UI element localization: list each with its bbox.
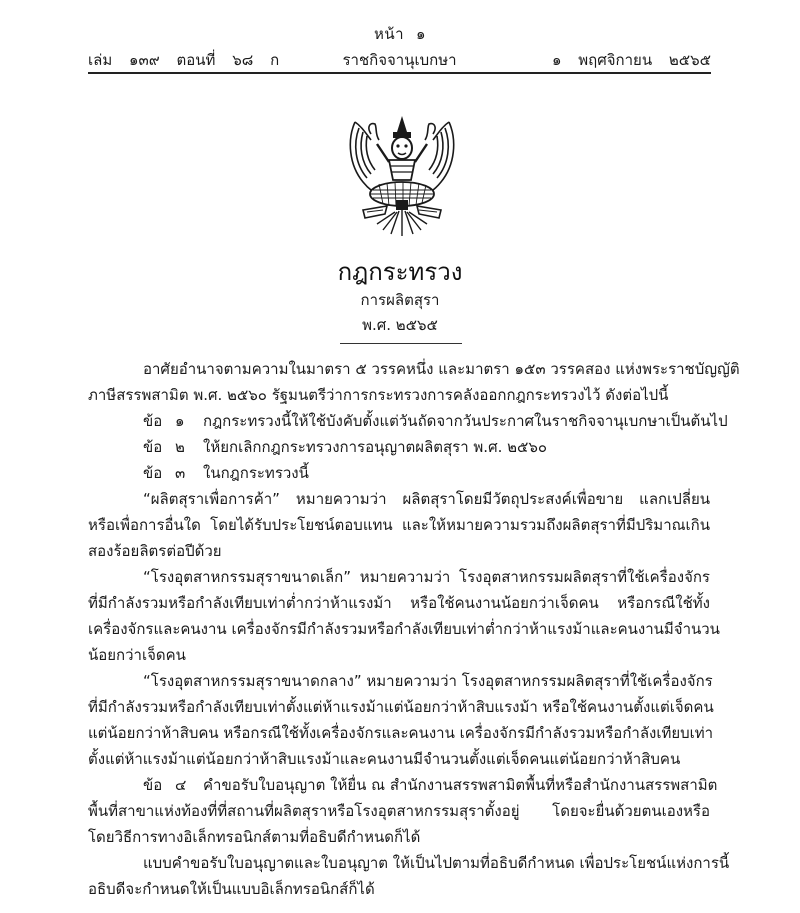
document-year: พ.ศ. ๒๕๖๕ xyxy=(362,316,438,334)
clause-number: ๒ xyxy=(175,438,185,456)
garuda-emblem-icon xyxy=(343,110,461,240)
publication-date xyxy=(540,48,711,72)
document-title: กฎกระทรวง xyxy=(337,258,463,286)
regulation-body xyxy=(88,356,740,902)
definition-commercial-line-1: “ผลิตสุราเพื่อการค้า” หมายความว่า ผลิตสุราโดยมีวัตถุประสงค์เพื่อขาย แลกเปลี่ยน xyxy=(143,490,710,508)
document-subject: การผลิตสุรา xyxy=(360,291,440,309)
section-number: ๖๘ xyxy=(232,51,254,69)
clause-text: คำขอรับใบอนุญาต ให้ยื่น ณ สำนักงานสรรพสามิตพื้นที่หรือสำนักงานสรรพสามิต xyxy=(203,776,718,794)
date-day: ๑ xyxy=(551,51,562,69)
form-paragraph-line-1: แบบคำขอรับใบอนุญาตและใบอนุญาต ให้เป็นไปตามที่อธิบดีกำหนด เพื่อประโยชน์แห่งการนี้ xyxy=(143,854,730,872)
clause-text: ให้ยกเลิกกฎกระทรวงการอนุญาตผลิตสุรา พ.ศ. ๒๕๖๐ xyxy=(203,438,548,456)
clause-label: ข้อ xyxy=(143,464,163,482)
page-label: หน้า xyxy=(373,25,405,43)
clause-1 xyxy=(88,408,728,434)
clause-4-line-2: พื้นที่สาขาแห่งท้องที่ที่สถานที่ผลิตสุราหรือโรงอุตสาหกรรมสุราตั้งอยู่ โดยจะยื่นด้วยตนเองหรือ xyxy=(88,802,710,820)
definition-small-line-4: น้อยกว่าเจ็ดคน xyxy=(88,646,186,664)
clause-text: กฎกระทรวงนี้ให้ใช้บังคับตั้งแต่วันถัดจากวันประกาศในราชกิจจานุเบกษาเป็นต้นไป xyxy=(203,412,728,430)
definition-medium-line-2: ที่มีกำลังรวมหรือกำลังเทียบเท่าตั้งแต่ห้าแรงม้าแต่น้อยกว่าห้าสิบแรงม้า หรือใช้คนงานตั้งแต่เจ็ดคน xyxy=(88,698,714,716)
definition-small-line-2: ที่มีกำลังรวมหรือกำลังเทียบเท่าต่ำกว่าห้าแรงม้า หรือใช้คนงานน้อยกว่าเจ็ดคน หรือกรณีใช้ทั้ง xyxy=(88,594,710,612)
page-number-label xyxy=(0,22,800,46)
page-number: ๑ xyxy=(416,25,427,43)
clause-label: ข้อ xyxy=(143,412,163,430)
clause-number: ๑ xyxy=(175,412,185,430)
definition-medium-line-1: “โรงอุตสาหกรรมสุราขนาดกลาง” หมายความว่า โรงอุตสาหกรรมผลิตสุราที่ใช้เครื่องจักร xyxy=(143,672,713,690)
definition-small-line-1: “โรงอุตสาหกรรมสุราขนาดเล็ก” หมายความว่า โรงอุตสาหกรรมผลิตสุราที่ใช้เครื่องจักร xyxy=(143,568,710,586)
section-letter: ก xyxy=(270,51,280,69)
clause-number: ๔ xyxy=(175,776,187,794)
definition-commercial-line-2: หรือเพื่อการอื่นใด โดยได้รับประโยชน์ตอบแทน และให้หมายความรวมถึงผลิตสุราที่มีปริมาณเกิน xyxy=(88,516,710,534)
form-paragraph-line-2: อธิบดีจะกำหนดให้เป็นแบบอิเล็กทรอนิกส์ก็ได้ xyxy=(88,880,375,898)
definition-small-line-3: เครื่องจักรและคนงาน เครื่องจักรมีกำลังรวมหรือกำลังเทียบเท่าต่ำกว่าห้าแรงม้าและคนงานมีจำนวน xyxy=(88,620,720,638)
volume-label: เล่ม xyxy=(88,51,113,69)
title-divider xyxy=(340,343,462,344)
preamble-line-2: ภาษีสรรพสามิต พ.ศ. ๒๕๖๐ รัฐมนตรีว่าการกระทรวงการคลังออกกฎกระทรวงไว้ ดังต่อไปนี้ xyxy=(88,386,669,404)
preamble-line-1: อาศัยอำนาจตามความในมาตรา ๕ วรรคหนึ่ง และมาตรา ๑๕๓ วรรคสอง แห่งพระราชบัญญัติ xyxy=(143,360,740,378)
gazette-name: ราชกิจจานุเบกษา xyxy=(342,51,457,69)
definition-medium-line-4: ตั้งแต่ห้าแรงม้าแต่น้อยกว่าห้าสิบแรงม้าและคนงานมีจำนวนตั้งแต่เจ็ดคนแต่น้อยกว่าห้าสิบคน xyxy=(88,750,681,768)
clause-label: ข้อ xyxy=(143,438,163,456)
gazette-header xyxy=(88,48,711,70)
clause-4-line-1 xyxy=(88,772,718,798)
clause-4-line-3: โดยวิธีการทางอิเล็กทรอนิกส์ตามที่อธิบดีกำหนดก็ได้ xyxy=(88,828,421,846)
header-divider xyxy=(88,72,711,74)
clause-text: ในกฎกระทรวงนี้ xyxy=(203,464,309,482)
definition-commercial-line-3: สองร้อยลิตรต่อปีด้วย xyxy=(88,542,222,560)
section-label: ตอนที่ xyxy=(176,51,216,69)
volume-number: ๑๓๙ xyxy=(129,51,160,69)
definition-medium-line-3: แต่น้อยกว่าห้าสิบคน หรือกรณีใช้ทั้งเครื่องจักรและคนงาน เครื่องจักรมีกำลังรวมหรือกำลังเทียบเท่า xyxy=(88,724,714,742)
clause-label: ข้อ xyxy=(143,776,163,794)
date-month: พฤศจิกายน xyxy=(578,51,653,69)
clause-number: ๓ xyxy=(175,464,186,482)
date-year: ๒๕๖๕ xyxy=(668,51,711,69)
clause-2 xyxy=(88,434,710,460)
clause-3 xyxy=(88,460,710,486)
